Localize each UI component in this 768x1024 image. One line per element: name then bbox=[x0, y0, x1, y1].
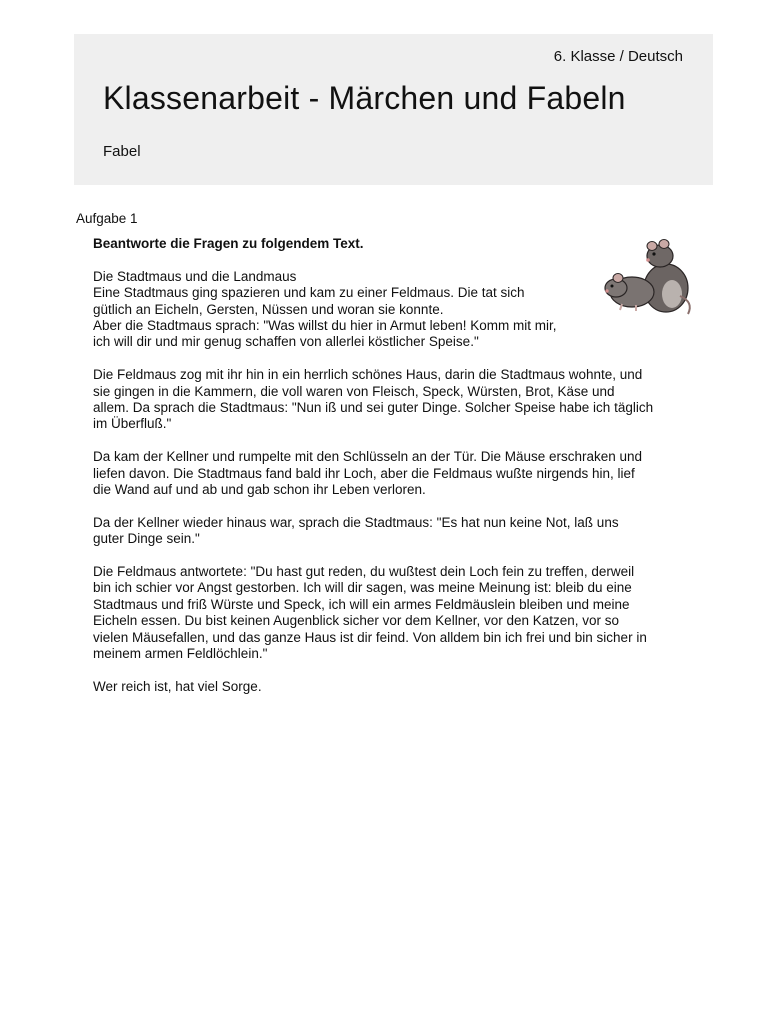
story-line: Die Feldmaus zog mit ihr hin in ein herrlich schönes Haus, darin die Stadtmaus wohnte, und bbox=[93, 367, 643, 383]
story-line: Eine Stadtmaus ging spazieren und kam zu einer Feldmaus. Die tat sich bbox=[93, 285, 525, 301]
mice-illustration-icon bbox=[602, 236, 698, 316]
story-line: Da kam der Kellner und rumpelte mit den Schlüsseln an der Tür. Die Mäuse erschraken und bbox=[93, 449, 643, 465]
story-line: meinem armen Feldlöchlein." bbox=[93, 646, 268, 662]
story-line: allem. Da sprach die Stadtmaus: "Nun iß und sei guter Dinge. Solcher Speise habe ich täglich bbox=[93, 400, 654, 416]
story-text bbox=[93, 269, 703, 695]
page-subtitle: Fabel bbox=[103, 143, 141, 160]
story-line: Die Stadtmaus und die Landmaus bbox=[93, 268, 297, 284]
header-box bbox=[74, 34, 713, 185]
story-line: Stadtmaus und friß Würste und Speck, ich will ein armes Feldmäuslein bleiben und meine bbox=[93, 596, 630, 612]
story-line: gütlich an Eicheln, Gersten, Nüssen und woran sie konnte. bbox=[93, 301, 444, 317]
task-label: Aufgabe 1 bbox=[76, 211, 138, 226]
story-paragraph bbox=[93, 449, 703, 498]
story-line: sie gingen in die Kammern, die voll waren von Fleisch, Speck, Würsten, Brot, Käse und bbox=[93, 383, 615, 399]
story-line: ich will dir und mir genug schaffen von allerlei köstlicher Speise." bbox=[93, 334, 479, 350]
story-line: Da der Kellner wieder hinaus war, sprach die Stadtmaus: "Es hat nun keine Not, laß uns bbox=[93, 514, 619, 530]
grade-label: 6. Klasse / Deutsch bbox=[553, 48, 683, 65]
story-line: Wer reich ist, hat viel Sorge. bbox=[93, 678, 262, 694]
story-line: bin ich schier vor Angst gestorben. Ich will dir sagen, was meine Meinung ist: bleib du eine bbox=[93, 580, 632, 596]
story-line: Eicheln essen. Du bist keinen Augenblick sicher vor dem Kellner, vor den Katzen, vor so bbox=[93, 613, 620, 629]
story-line: Die Feldmaus antwortete: "Du hast gut reden, du wußtest dein Loch fein zu treffen, derweil bbox=[93, 564, 635, 580]
story-paragraph bbox=[93, 367, 703, 433]
story-line: Aber die Stadtmaus sprach: "Was willst du hier in Armut leben! Komm mit mir, bbox=[93, 318, 557, 334]
task-instruction: Beantworte die Fragen zu folgendem Text. bbox=[93, 236, 364, 251]
story-paragraph bbox=[93, 564, 703, 662]
story-paragraph bbox=[93, 679, 703, 695]
story-line: die Wand auf und ab und gab schon ihr Leben verloren. bbox=[93, 482, 426, 498]
story-line: vielen Mäusefallen, und das ganze Haus ist dir feind. Von alldem bin ich frei und bin sicher in bbox=[93, 629, 647, 645]
story-line: liefen davon. Die Stadtmaus fand bald ihr Loch, aber die Feldmaus wußte nirgends hin, lief bbox=[93, 465, 635, 481]
page-title: Klassenarbeit - Märchen und Fabeln bbox=[103, 80, 626, 116]
story-line: guter Dinge sein." bbox=[93, 531, 200, 547]
story-paragraph bbox=[93, 515, 703, 548]
story-line: im Überfluß." bbox=[93, 416, 172, 432]
